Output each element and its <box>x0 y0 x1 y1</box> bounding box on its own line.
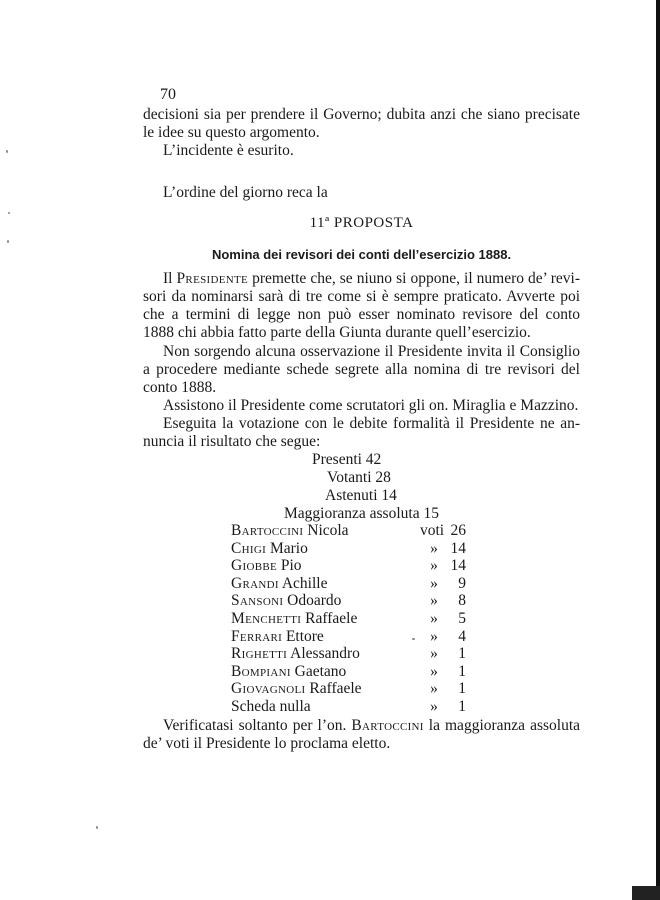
candidate-first-name: Mario <box>269 540 308 557</box>
candidate-first-name: Scheda nulla <box>231 698 311 715</box>
candidate-surname: Grandi <box>231 575 279 592</box>
paragraph-line: Assistono il Presidente come scrutatori gli on. Miraglia e Mazzino. <box>163 397 579 414</box>
tally-votes: 14 <box>450 557 466 574</box>
tally-candidate <box>231 680 362 698</box>
summary-astenuti: Astenuti 14 <box>325 487 397 504</box>
closing-text: la maggioranza assoluta <box>428 717 581 734</box>
candidate-surname: Sansoni <box>231 592 284 609</box>
elected-name: Bartoccini <box>351 717 424 734</box>
tally-mark: » <box>430 592 438 609</box>
tally-candidate <box>231 610 357 628</box>
tally-mark: » <box>430 645 438 662</box>
paper-speck <box>7 240 9 243</box>
agenda-line: L’ordine del giorno reca la <box>163 184 328 201</box>
summary-votanti: Votanti 28 <box>327 469 391 486</box>
tally-candidate <box>231 645 360 663</box>
candidate-surname: Menchetti <box>231 610 302 627</box>
candidate-first-name: Raffaele <box>305 610 358 627</box>
paper-speck <box>8 212 10 214</box>
candidate-first-name: Ettore <box>285 628 324 645</box>
paragraph-line <box>163 270 580 288</box>
closing-line: de’ voti il Presidente lo proclama eletto. <box>143 735 391 752</box>
tally-candidate <box>231 663 346 681</box>
closing-line <box>163 717 580 735</box>
candidate-surname: Righetti <box>231 645 288 662</box>
intro-line: decisioni sia per prendere il Governo; dubita anzi che siano precisate <box>143 106 580 123</box>
paragraph-line: conto 1888. <box>143 379 217 396</box>
tally-votes: 9 <box>458 575 466 592</box>
candidate-first-name: Achille <box>281 575 328 592</box>
page-corner-shadow <box>632 886 660 900</box>
intro-line: L’incidente è esurito. <box>163 142 294 159</box>
candidate-first-name: Nicola <box>307 522 349 539</box>
paragraph-word: Il <box>163 270 173 287</box>
tally-votes: 1 <box>458 663 466 680</box>
president-label: Presidente <box>176 270 249 287</box>
tally-mark: » <box>430 628 438 645</box>
tally-candidate <box>231 592 341 610</box>
tally-votes: 5 <box>458 610 466 627</box>
paper-speck <box>412 638 415 640</box>
candidate-first-name: Pio <box>280 557 302 574</box>
tally-votes: 14 <box>450 540 466 557</box>
candidate-surname: Giobbe <box>231 557 277 574</box>
candidate-first-name: Odoardo <box>287 592 342 609</box>
paragraph-line: sori da nominarsi sarà di tre come si è sempre praticato. Avverte poi <box>143 288 580 305</box>
tally-mark: » <box>430 698 438 715</box>
tally-candidate <box>231 698 311 716</box>
intro-line: le idee su questo argomento. <box>143 124 320 141</box>
summary-presenti: Presenti 42 <box>312 451 382 468</box>
paragraph-line: 1888 chi abbia fatto parte della Giunta durante quell’esercizio. <box>143 324 531 341</box>
tally-mark: » <box>430 557 438 574</box>
tally-mark: » <box>430 575 438 592</box>
tally-votes: 26 <box>450 522 466 539</box>
candidate-surname: Chigi <box>231 540 267 557</box>
tally-candidate <box>231 628 324 646</box>
paragraph-line: Eseguita la votazione con le debite formalità il Presidente ne an- <box>163 415 580 432</box>
proposal-title: Nomina dei revisori dei conti dell’esercizio 1888. <box>211 247 512 262</box>
candidate-first-name: Gaetano <box>294 663 347 680</box>
paragraph-line: che a termini di legge non può esser nominato revisore del conto <box>143 306 580 323</box>
tally-votes: 4 <box>458 628 466 645</box>
page-edge-shadow <box>656 0 660 900</box>
tally-mark: voti <box>420 522 445 539</box>
tally-candidate <box>231 575 327 593</box>
closing-text: Verificatasi soltanto per l’on. <box>163 717 347 734</box>
candidate-surname: Bartoccini <box>231 522 304 539</box>
tally-candidate <box>231 522 349 540</box>
tally-candidate <box>231 540 308 558</box>
tally-mark: » <box>430 663 438 680</box>
candidate-first-name: Alessandro <box>290 645 360 662</box>
tally-votes: 8 <box>458 592 466 609</box>
candidate-surname: Bompiani <box>231 663 291 680</box>
tally-mark: » <box>430 610 438 627</box>
paragraph-line: nuncia il risultato che segue: <box>143 433 321 450</box>
candidate-surname: Giovagnoli <box>231 680 306 697</box>
summary-maggioranza: Maggioranza assoluta 15 <box>284 505 439 522</box>
tally-candidate <box>231 557 302 575</box>
tally-mark: » <box>430 680 438 697</box>
paper-speck <box>96 826 98 829</box>
paragraph-line: a procedere mediante schede segrete alla nomina di tre revisori del <box>143 361 580 378</box>
tally-votes: 1 <box>458 680 466 697</box>
proposal-heading: 11ª PROPOSTA <box>309 215 414 231</box>
candidate-first-name: Raffaele <box>309 680 362 697</box>
tally-mark: » <box>430 540 438 557</box>
page-number: 70 <box>160 86 176 103</box>
paragraph-text: premette che, se niuno si oppone, il numero de’ revi- <box>252 270 581 287</box>
paper-speck <box>6 150 8 153</box>
tally-votes: 1 <box>458 645 466 662</box>
paragraph-line: Non sorgendo alcuna osservazione il Presidente invita il Consiglio <box>163 343 580 360</box>
tally-votes: 1 <box>458 698 466 715</box>
candidate-surname: Ferrari <box>231 628 283 645</box>
